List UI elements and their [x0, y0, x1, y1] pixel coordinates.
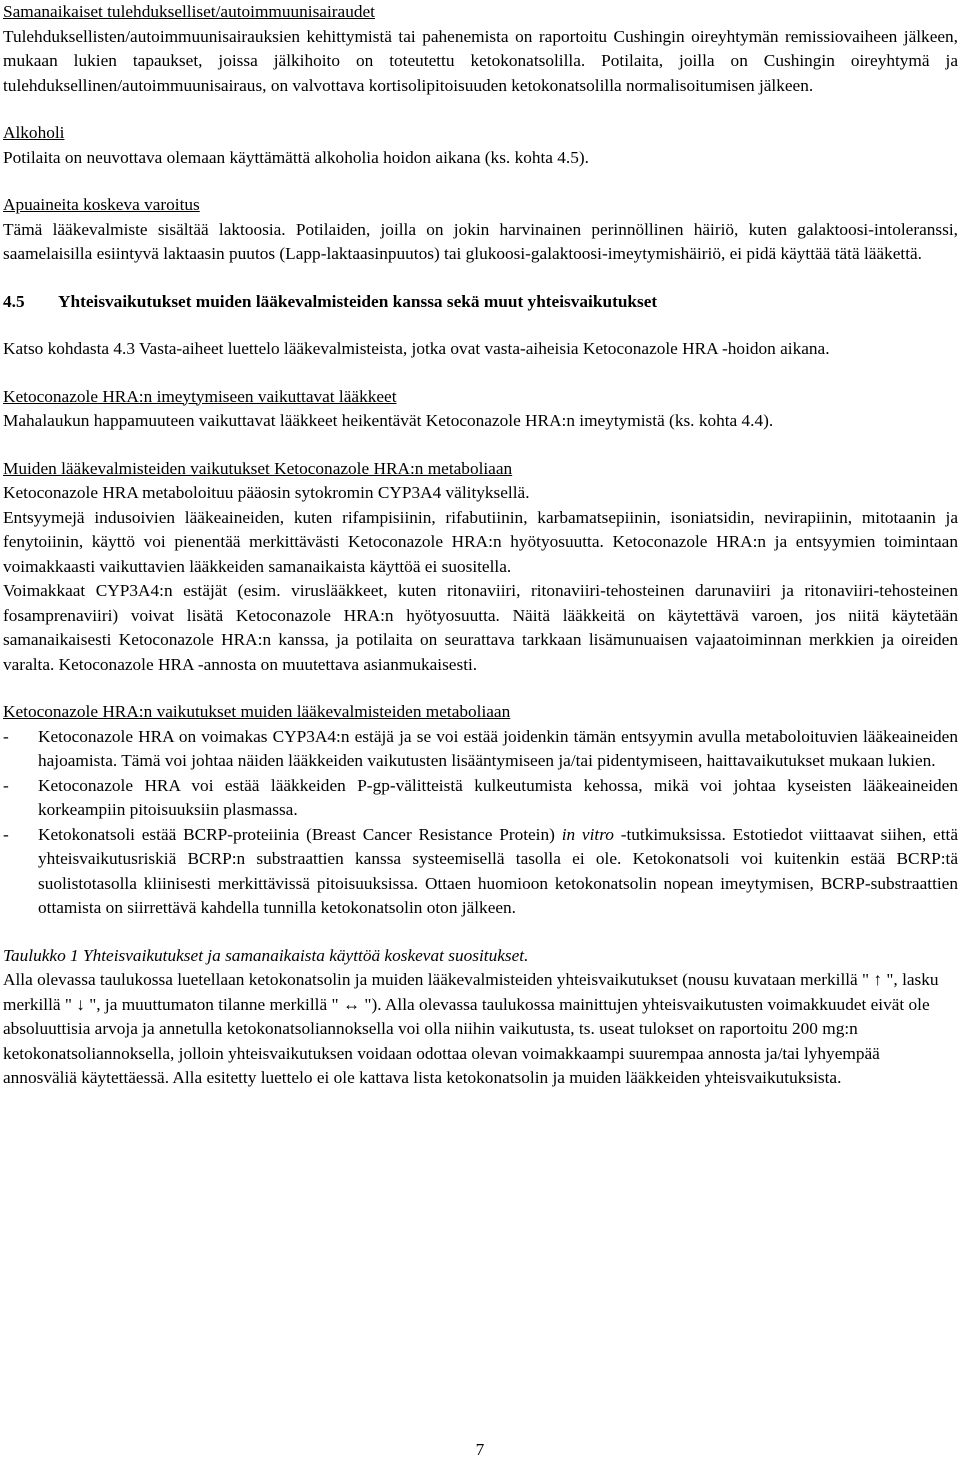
list-item: [3, 774, 958, 823]
heading-number: 4.5: [3, 291, 25, 311]
list-item-text-pre: Ketokonatsoli estää BCRP-proteiinia (Breast Cancer Resistance Protein): [38, 824, 562, 844]
section-title-alcohol: Alkoholi: [3, 123, 65, 142]
list-item: [3, 823, 958, 921]
section-title-excipients: Apuaineita koskeva varoitus: [3, 195, 200, 214]
list-item-text: Ketoconazole HRA on voimakas CYP3A4:n estäjä ja se voi estää joidenkin tämän entsyymin avulla metaboloituvien lääkeaineiden hajoamista. Tämä voi johtaa näiden lääkkeiden vaikutusten lisääntymiseen ja/tai pidentymiseen, haittavaikutukset mukaan lukien.: [38, 726, 958, 770]
section-title-other-drugs-effects: Muiden lääkevalmisteiden vaikutukset Ketoconazole HRA:n metaboliaan: [3, 458, 513, 478]
heading-text: Yhteisvaikutukset muiden lääkevalmisteiden kanssa sekä muut yhteisvaikutukset: [58, 291, 658, 311]
list-item: [3, 725, 958, 774]
list-item-text: [38, 823, 958, 921]
document-page: [3, 0, 958, 1091]
paragraph-cyp3a4: Ketoconazole HRA metaboloituu pääosin sytokromin CYP3A4 välityksellä.: [3, 483, 530, 502]
list-item-text-post: -tutkimuksissa. Estotiedot viittaavat siihen, että yhteisvaikutusriskiä BCRP:n substraattien kanssa systeemisellä tasolla ei ole. Ketokonatsoli voi kuitenkin estää BCRP:tä suolistotasolla kliinisesti merkittävissä pitoisuuksissa. Ottaen huomioon ketokonatsolin nopean imeytymisen, BCRP-substraattien ottamista on siirrettävä kahdella tunnilla ketokonatsolin oton jälkeen.: [38, 824, 958, 917]
section-title-autoimmune: Samanaikaiset tulehdukselliset/autoimmuunisairaudet: [3, 2, 375, 21]
list-dash: -: [3, 775, 9, 795]
paragraph-excipients: Tämä lääkevalmiste sisältää laktoosia. Potilaiden, joilla on jokin harvinainen perinnöllinen häiriö, kuten galaktoosi-intoleranssi, saamelaisilla esiintyvä laktaasin puutos (Lapp-laktaasinpuutos) tai glukoosi-galaktoosi-imeytymishäiriö, ei pidä käyttää tätä lääkettä.: [3, 219, 958, 263]
table-caption-text: Taulukko 1 Yhteisvaikutukset ja samanaikaista käyttöä koskevat suositukset.: [3, 945, 529, 965]
paragraph-alcohol: Potilaita on neuvottava olemaan käyttämättä alkoholia hoidon aikana (ks. kohta 4.5).: [3, 147, 589, 167]
list-dash: -: [3, 726, 9, 746]
section-title-absorption: Ketoconazole HRA:n imeytymiseen vaikuttavat lääkkeet: [3, 386, 397, 406]
list-item-text-italic: in vitro: [561, 824, 614, 844]
paragraph-autoimmune: Tulehduksellisten/autoimmuunisairauksien kehittymistä tai pahenemista on raportoitu Cushingin oireyhtymän remissiovaiheen jälkeen, mukaan lukien tapaukset, joissa jälkihoito on toteutettu ketokonatsolilla. Potilaita, joilla on Cushingin oireyhtymä ja tulehduksellinen/autoimmuunisairaus, on valvottava kortisolipitoisuuden ketokonatsolilla normalisoitumisen jälkeen.: [3, 26, 958, 95]
paragraph-inducers: Entsyymejä indusoivien lääkeaineiden, kuten rifampisiinin, rifabutiinin, karbamatsepiinin, isoniatsidin, nevirapiinin, mitotaanin ja fenytoiinin, käyttö voi pienentää merkittävästi Ketoconazole HRA:n hyötyosuutta. Ketoconazole HRA:n ja entsyymien toimintaan voimakkaasti vaikuttavien lääkkeiden samanaikaista käyttöä ei suositella.: [3, 507, 958, 576]
paragraph-table-intro: Alla olevassa taulukossa luetellaan ketokonatsolin ja muiden lääkevalmisteiden yhteisvaikutukset (nousu kuvataan merkillä " ↑ ", lasku merkillä " ↓ ", ja muuttumaton tilanne merkillä " ↔ "). Alla olevassa taulukossa mainittujen yhteisvaikutusten voimakkuudet eivät ole absoluuttisia arvoja ja annetulla ketokonatsoliannoksella voi olla niihin vaikutusta, ts. useat tulokset on raportoitu 200 mg:n ketokonatsoliannoksella, jolloin yhteisvaikutuksen voidaan odottaa olevan voimakkaampi suurempaa annosta ja/tai lyhyempää annosväliä käytettäessä. Alla esitetty luettelo ei ole kattava lista ketokonatsolin ja muiden lääkkeiden yhteisvaikutuksista.: [3, 970, 939, 1087]
paragraph-absorption: Mahalaukun happamuuteen vaikuttavat lääkkeet heikentävät Ketoconazole HRA:n imeytymistä (ks. kohta 4.4).: [3, 411, 774, 430]
heading-4-5: [3, 290, 958, 315]
section-title-ketoconazole-effects: Ketoconazole HRA:n vaikutukset muiden lääkevalmisteiden metaboliaan: [3, 702, 511, 721]
paragraph-inhibitors: Voimakkaat CYP3A4:n estäjät (esim. viruslääkkeet, kuten ritonaviiri, ritonaviiri-tehosteinen darunaviiri ja ritonaviiri-tehosteinen fosamprenaviiri) voivat lisätä Ketoconazole HRA:n hyötyosuutta. Näitä lääkkeitä on käytettävä varoen, jos niitä käytetään samanaikaisesti Ketoconazole HRA:n kanssa, ja potilaita on seurattava tarkkaan lisämunuaisen vajaatoiminnan merkkien ja oireiden varalta. Ketoconazole HRA -annosta on muutettava asianmukaisesti.: [3, 581, 958, 674]
page-number: 7: [475, 1440, 485, 1459]
paragraph-contraindications-ref: Katso kohdasta 4.3 Vasta-aiheet luettelo lääkevalmisteista, jotka ovat vasta-aiheisia Ketoconazole HRA -hoidon aikana.: [3, 339, 830, 358]
list-dash: -: [3, 824, 9, 844]
table-caption: [3, 944, 958, 969]
list-item-text: Ketoconazole HRA voi estää lääkkeiden P-gp-välitteistä kulkeutumista kehossa, mikä voi johtaa kyseisten lääkeaineiden korkeampiin pitoisuuksiin plasmassa.: [38, 775, 958, 819]
